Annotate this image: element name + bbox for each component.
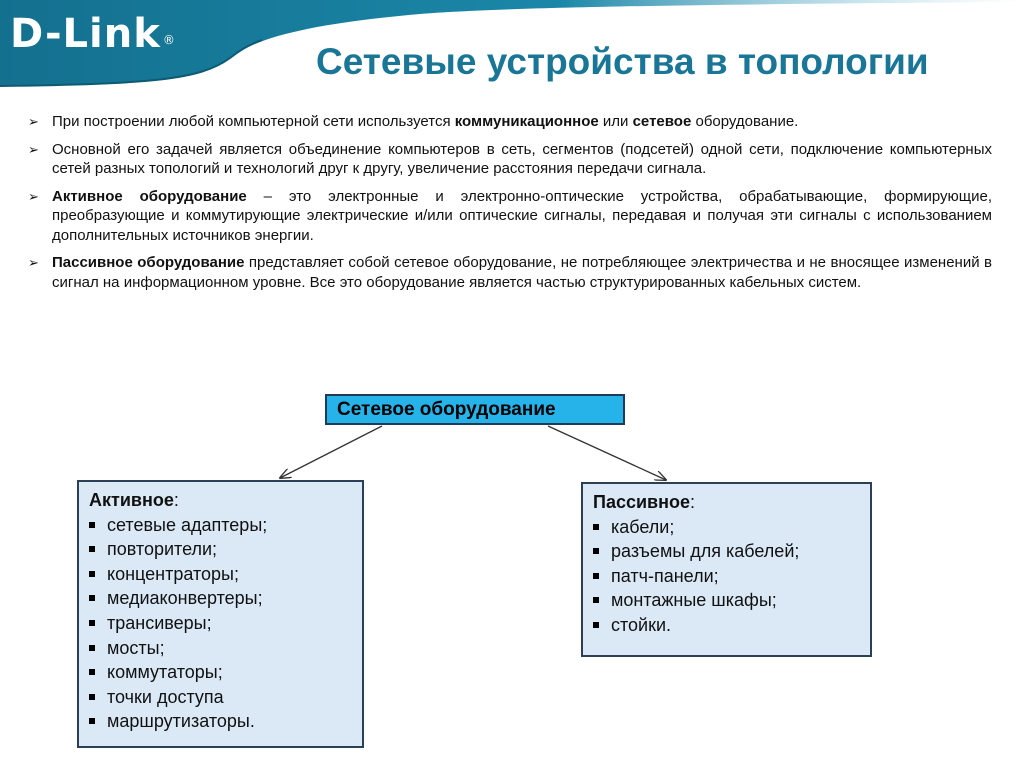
list-item: концентраторы; — [89, 562, 352, 587]
passive-list — [593, 515, 860, 638]
network-equipment-box: Сетевое оборудование — [325, 394, 625, 425]
arrow-bullet-icon: ➢ — [28, 255, 39, 270]
list-item: медиаконвертеры; — [89, 586, 352, 611]
bullet-text: Основной его задачей является объединение компьютеров в сеть, сегментов (подсетей) одной сети, подключение компьютерных сетей разных топологий и технологий друг к другу, увеличение расстояния передачи сигнала. — [52, 140, 992, 177]
passive-equipment-box — [581, 482, 872, 657]
list-item: стойки. — [593, 613, 860, 638]
bullet-item — [28, 253, 992, 292]
bullet-text: Активное оборудование – это электронные и электронно-оптические устройства, обрабатывающие, формирующие, преобразующие и коммутирующие электрические и/или оптические сигналы, передавая и получая эти сигналы с использованием дополнительных источников энергии. — [52, 187, 993, 244]
list-item: точки доступа — [89, 685, 352, 710]
bullet-text: При построении любой компьютерной сети используется коммуникационное или сетевое оборудование. — [52, 113, 799, 130]
active-heading: Активное: — [89, 490, 179, 510]
list-item: кабели; — [593, 515, 860, 540]
logo-text: D-Link — [10, 11, 161, 57]
bullet-item — [28, 112, 992, 132]
list-item: сетевые адаптеры; — [89, 513, 352, 538]
passive-heading: Пассивное: — [593, 492, 695, 512]
arrow-bullet-icon: ➢ — [28, 114, 39, 129]
arrow-bullet-icon: ➢ — [28, 188, 39, 204]
list-item: патч-панели; — [593, 564, 860, 589]
list-item: коммутаторы; — [89, 660, 352, 685]
list-item: повторители; — [89, 537, 352, 562]
active-equipment-box — [77, 480, 364, 748]
list-item: монтажные шкафы; — [593, 588, 860, 613]
registered-mark: ® — [162, 33, 176, 47]
bullet-item — [28, 187, 992, 246]
arrow-to-active — [280, 426, 382, 478]
list-item: маршрутизаторы. — [89, 709, 352, 734]
arrow-bullet-icon: ➢ — [28, 141, 39, 157]
list-item: мосты; — [89, 636, 352, 661]
list-item: разъемы для кабелей; — [593, 539, 860, 564]
bullet-text: Пассивное оборудование представляет собой сетевое оборудование, не потребляющее электричества и не вносящее изменений в сигнал на информационном уровне. Все это оборудование является частью структурированных кабельных систем. — [52, 254, 992, 291]
page-title: Сетевые устройства в топологии — [316, 41, 929, 82]
list-item: трансиверы; — [89, 611, 352, 636]
active-list — [89, 513, 352, 734]
bullet-list — [28, 112, 992, 300]
arrow-to-passive — [548, 426, 666, 480]
dlink-logo — [10, 9, 176, 59]
bullet-item — [28, 140, 992, 179]
